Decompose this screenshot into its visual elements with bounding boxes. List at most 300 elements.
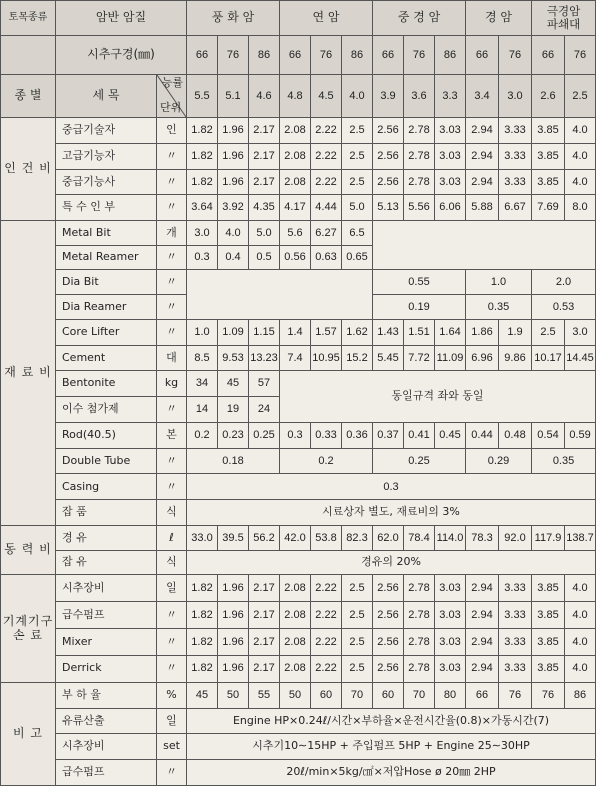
value-cell: 5.0 bbox=[342, 195, 373, 221]
value-cell: 2.94 bbox=[466, 629, 499, 656]
item-bentonite: Bentonite bbox=[56, 371, 157, 397]
value-cell: 2.5 bbox=[532, 319, 565, 345]
value-cell: 0.33 bbox=[311, 422, 342, 448]
value-cell: 1.57 bbox=[311, 319, 342, 345]
drilling-equipment-spec: 시추기10∼15HP + 주입펌프 5HP + Engine 25∼30HP bbox=[187, 734, 596, 760]
efficiency-cell: 4.8 bbox=[280, 75, 311, 118]
value-cell: 2.5 bbox=[342, 655, 373, 682]
diameter-cell: 76 bbox=[218, 36, 249, 75]
value-cell: 78.3 bbox=[466, 525, 499, 550]
item-label-cell: Rod(40.5) bbox=[56, 422, 157, 448]
efficiency-cell: 5.1 bbox=[218, 75, 249, 118]
group-weathered-rock: 풍 화 암 bbox=[187, 1, 280, 36]
table-row bbox=[1, 118, 596, 144]
item-fuel-calc: 유류산출 bbox=[56, 708, 157, 734]
unit-cell: 〃 bbox=[157, 448, 187, 474]
value-cell: 114.0 bbox=[435, 525, 466, 550]
diameter-cell: 86 bbox=[249, 36, 280, 75]
value-cell: 55 bbox=[249, 682, 280, 708]
item-label-cell: 특 수 인 부 bbox=[56, 195, 157, 221]
value-cell: 2.78 bbox=[404, 143, 435, 169]
value-cell: 117.9 bbox=[532, 525, 565, 550]
unit-cell: 〃 bbox=[157, 474, 187, 500]
value-cell: 0.56 bbox=[280, 245, 311, 270]
value-cell: 9.53 bbox=[218, 345, 249, 371]
unit-cell: 인 bbox=[157, 118, 187, 144]
value-cell: 50 bbox=[280, 682, 311, 708]
table-row bbox=[1, 734, 596, 760]
diameter-cell: 66 bbox=[532, 36, 565, 75]
item-drilling-equipment: 시추장비 bbox=[56, 734, 157, 760]
value-cell: 7.4 bbox=[280, 345, 311, 371]
value-cell: 2.17 bbox=[249, 169, 280, 195]
group-soft-rock: 연 암 bbox=[280, 1, 373, 36]
value-cell: 3.03 bbox=[435, 169, 466, 195]
section-remarks: 비 고 bbox=[1, 682, 56, 785]
value-cell: 2.5 bbox=[342, 169, 373, 195]
value-cell: 3.03 bbox=[435, 655, 466, 682]
table-row bbox=[1, 629, 596, 656]
unit-label: 단위 bbox=[160, 101, 182, 115]
efficiency-cell: 5.5 bbox=[187, 75, 218, 118]
value-cell: 14 bbox=[187, 397, 218, 423]
item-label-cell: 시추장비 bbox=[56, 575, 157, 602]
value-cell: 1.82 bbox=[187, 118, 218, 144]
value-cell: 0.37 bbox=[373, 422, 404, 448]
value-cell: 2.5 bbox=[342, 602, 373, 629]
value-cell: 3.03 bbox=[435, 602, 466, 629]
value-cell: 4.35 bbox=[249, 195, 280, 221]
value-cell: 4.17 bbox=[280, 195, 311, 221]
efficiency-cell: 4.6 bbox=[249, 75, 280, 118]
item-label-cell: 고급기능자 bbox=[56, 143, 157, 169]
value-cell: 0.2 bbox=[280, 448, 373, 474]
value-cell: 4.44 bbox=[311, 195, 342, 221]
value-cell: 2.78 bbox=[404, 602, 435, 629]
unit-cell: set bbox=[157, 734, 187, 760]
value-cell: 2.56 bbox=[373, 143, 404, 169]
item-label-cell: 중급기능사 bbox=[56, 169, 157, 195]
value-cell: 5.56 bbox=[404, 195, 435, 221]
value-cell: 2.22 bbox=[311, 655, 342, 682]
unit-cell: 〃 bbox=[157, 760, 187, 786]
item-metal-bit: Metal Bit bbox=[56, 221, 157, 246]
value-cell: 2.17 bbox=[249, 655, 280, 682]
value-cell: 2.5 bbox=[342, 143, 373, 169]
value-cell: 10.17 bbox=[532, 345, 565, 371]
value-cell: 3.03 bbox=[435, 575, 466, 602]
item-label-cell: Mixer bbox=[56, 629, 157, 656]
corner-label: 토목종류 bbox=[1, 1, 56, 36]
value-cell: 1.82 bbox=[187, 169, 218, 195]
value-cell: 1.96 bbox=[218, 655, 249, 682]
value-cell: 0.55 bbox=[373, 270, 466, 295]
value-cell: 1.96 bbox=[218, 169, 249, 195]
value-cell: 62.0 bbox=[373, 525, 404, 550]
value-cell: 3.33 bbox=[499, 655, 532, 682]
item-label: 세 목 bbox=[56, 75, 157, 118]
unit-cell: 개 bbox=[157, 221, 187, 246]
item-label-cell: 경 유 bbox=[56, 525, 157, 550]
value-cell: 2.78 bbox=[404, 118, 435, 144]
group-hard-rock: 경 암 bbox=[466, 1, 532, 36]
unit-cell: 〃 bbox=[157, 397, 187, 423]
value-cell: 0.63 bbox=[311, 245, 342, 270]
unit-cell: kg bbox=[157, 371, 187, 397]
value-cell: 3.85 bbox=[532, 118, 565, 144]
value-cell: 1.82 bbox=[187, 143, 218, 169]
efficiency-unit-diagonal bbox=[157, 75, 187, 118]
value-cell: 11.09 bbox=[435, 345, 466, 371]
unit-cell: 〃 bbox=[157, 143, 187, 169]
table-row bbox=[1, 525, 596, 550]
value-cell: 2.08 bbox=[280, 655, 311, 682]
value-cell: 60 bbox=[311, 682, 342, 708]
diameter-label: 시추구경(㎜) bbox=[56, 36, 187, 75]
value-cell: 0.3 bbox=[280, 422, 311, 448]
diameter-cell: 66 bbox=[466, 36, 499, 75]
value-cell: 1.82 bbox=[187, 602, 218, 629]
value-cell: 1.15 bbox=[249, 319, 280, 345]
value-cell: 53.8 bbox=[311, 525, 342, 550]
table-row bbox=[1, 345, 596, 371]
item-dia-bit: Dia Bit bbox=[56, 270, 157, 295]
unit-cell: 식 bbox=[157, 550, 187, 575]
diameter-cell: 66 bbox=[187, 36, 218, 75]
unit-cell: 대 bbox=[157, 345, 187, 371]
value-cell: 2.08 bbox=[280, 575, 311, 602]
value-cell: 0.53 bbox=[532, 295, 596, 320]
value-cell: 70 bbox=[404, 682, 435, 708]
rock-quality-header: 암반 암질 bbox=[56, 1, 187, 36]
empty-cell bbox=[187, 270, 373, 319]
efficiency-cell: 3.9 bbox=[373, 75, 404, 118]
value-cell: 0.2 bbox=[187, 422, 218, 448]
efficiency-cell: 3.6 bbox=[404, 75, 435, 118]
value-cell: 6.96 bbox=[466, 345, 499, 371]
value-cell: 3.85 bbox=[532, 143, 565, 169]
table-row bbox=[1, 550, 596, 575]
table-row bbox=[1, 195, 596, 221]
value-cell: 3.92 bbox=[218, 195, 249, 221]
value-cell: 33.0 bbox=[187, 525, 218, 550]
value-cell: 1.9 bbox=[499, 319, 532, 345]
value-cell: 2.08 bbox=[280, 169, 311, 195]
value-cell: 50 bbox=[218, 682, 249, 708]
value-cell: 13.23 bbox=[249, 345, 280, 371]
value-cell: 1.0 bbox=[466, 270, 532, 295]
value-cell: 4.0 bbox=[565, 143, 596, 169]
value-cell: 78.4 bbox=[404, 525, 435, 550]
value-cell: 2.5 bbox=[342, 118, 373, 144]
value-cell: 0.25 bbox=[373, 448, 466, 474]
efficiency-cell: 3.3 bbox=[435, 75, 466, 118]
table-row bbox=[1, 270, 596, 295]
value-cell: 0.41 bbox=[404, 422, 435, 448]
table-row bbox=[1, 655, 596, 682]
value-cell: 4.0 bbox=[565, 629, 596, 656]
value-cell: 4.0 bbox=[565, 118, 596, 144]
table-row bbox=[1, 575, 596, 602]
value-cell: 2.22 bbox=[311, 118, 342, 144]
value-cell: 2.78 bbox=[404, 169, 435, 195]
group-extreme-hard-rock: 극경암 파쇄대 bbox=[532, 1, 596, 36]
value-cell: 138.7 bbox=[565, 525, 596, 550]
value-cell: 2.94 bbox=[466, 143, 499, 169]
value-cell: 45 bbox=[218, 371, 249, 397]
value-cell: 9.86 bbox=[499, 345, 532, 371]
efficiency-cell: 4.0 bbox=[342, 75, 373, 118]
water-pump-spec: 20ℓ/min×5kg/㎠×저압Hose ø 20㎜ 2HP bbox=[187, 760, 596, 786]
value-cell: 4.0 bbox=[565, 169, 596, 195]
item-misc-oil: 잡 유 bbox=[56, 550, 157, 575]
value-cell: 1.96 bbox=[218, 575, 249, 602]
value-cell: 2.17 bbox=[249, 602, 280, 629]
value-cell: 0.25 bbox=[249, 422, 280, 448]
value-cell: 6.67 bbox=[499, 195, 532, 221]
efficiency-cell: 3.4 bbox=[466, 75, 499, 118]
misc-goods-note: 시료상자 별도, 재료비의 3% bbox=[187, 500, 596, 526]
value-cell: 2.78 bbox=[404, 629, 435, 656]
value-cell: 3.64 bbox=[187, 195, 218, 221]
section-equipment: 기계기구 손 료 bbox=[1, 575, 56, 682]
value-cell: 34 bbox=[187, 371, 218, 397]
value-cell: 3.33 bbox=[499, 169, 532, 195]
type-label: 종 별 bbox=[1, 75, 56, 118]
value-cell: 2.78 bbox=[404, 655, 435, 682]
value-cell: 1.09 bbox=[218, 319, 249, 345]
value-cell: 1.4 bbox=[280, 319, 311, 345]
value-cell: 8.0 bbox=[565, 195, 596, 221]
same-spec-note: 동일규격 좌와 동일 bbox=[280, 371, 596, 423]
item-metal-reamer: Metal Reamer bbox=[56, 245, 157, 270]
unit-cell: 일 bbox=[157, 575, 187, 602]
section-power: 동 력 비 bbox=[1, 525, 56, 574]
value-cell: 3.33 bbox=[499, 575, 532, 602]
value-cell: 80 bbox=[435, 682, 466, 708]
group-medium-hard-rock: 중 경 암 bbox=[373, 1, 466, 36]
diameter-cell: 66 bbox=[373, 36, 404, 75]
unit-cell: 〃 bbox=[157, 602, 187, 629]
unit-cell: % bbox=[157, 682, 187, 708]
table-row bbox=[1, 474, 596, 500]
value-cell: 2.56 bbox=[373, 118, 404, 144]
table-row bbox=[1, 143, 596, 169]
value-cell: 19 bbox=[218, 397, 249, 423]
value-cell: 2.17 bbox=[249, 575, 280, 602]
table-row bbox=[1, 682, 596, 708]
value-cell: 0.29 bbox=[466, 448, 532, 474]
value-cell: 3.03 bbox=[435, 629, 466, 656]
value-cell: 7.69 bbox=[532, 195, 565, 221]
section-material: 재 료 비 bbox=[1, 221, 56, 526]
value-cell: 2.08 bbox=[280, 629, 311, 656]
value-cell: 1.96 bbox=[218, 118, 249, 144]
value-cell: 2.17 bbox=[249, 118, 280, 144]
value-cell: 6.27 bbox=[311, 221, 342, 246]
table-row bbox=[1, 371, 596, 397]
value-cell: 2.08 bbox=[280, 143, 311, 169]
section-labor: 인 건 비 bbox=[1, 118, 56, 221]
value-cell: 1.0 bbox=[187, 319, 218, 345]
item-label-cell: 중급기술자 bbox=[56, 118, 157, 144]
table-row bbox=[1, 221, 596, 246]
value-cell: 0.23 bbox=[218, 422, 249, 448]
efficiency-label: 능률 bbox=[161, 76, 183, 90]
unit-cell: 〃 bbox=[157, 655, 187, 682]
value-cell: 92.0 bbox=[499, 525, 532, 550]
value-cell: 24 bbox=[249, 397, 280, 423]
value-cell: 1.96 bbox=[218, 629, 249, 656]
value-cell: 42.0 bbox=[280, 525, 311, 550]
value-cell: 2.08 bbox=[280, 118, 311, 144]
value-cell: 2.08 bbox=[280, 602, 311, 629]
value-cell: 0.35 bbox=[532, 448, 596, 474]
table-row bbox=[1, 448, 596, 474]
value-cell: 2.22 bbox=[311, 575, 342, 602]
unit-cell: 〃 bbox=[157, 169, 187, 195]
diameter-cell: 76 bbox=[499, 36, 532, 75]
unit-cell: ℓ bbox=[157, 525, 187, 550]
value-cell: 0.44 bbox=[466, 422, 499, 448]
value-cell: 0.35 bbox=[466, 295, 532, 320]
value-cell: 3.85 bbox=[532, 575, 565, 602]
value-cell: 0.65 bbox=[342, 245, 373, 270]
value-cell: 0.45 bbox=[435, 422, 466, 448]
table-row bbox=[1, 500, 596, 526]
value-cell: 1.96 bbox=[218, 602, 249, 629]
value-cell: 0.3 bbox=[187, 474, 596, 500]
value-cell: 5.45 bbox=[373, 345, 404, 371]
diameter-cell: 66 bbox=[280, 36, 311, 75]
unit-cell: 〃 bbox=[157, 195, 187, 221]
item-double-tube: Double Tube bbox=[56, 448, 157, 474]
value-cell: 1.51 bbox=[404, 319, 435, 345]
value-cell: 4.0 bbox=[565, 602, 596, 629]
value-cell: 66 bbox=[466, 682, 499, 708]
value-cell: 2.22 bbox=[311, 602, 342, 629]
table-row bbox=[1, 708, 596, 734]
value-cell: 4.0 bbox=[565, 655, 596, 682]
value-cell: 45 bbox=[187, 682, 218, 708]
value-cell: 56.2 bbox=[249, 525, 280, 550]
unit-cell: 본 bbox=[157, 422, 187, 448]
item-label-cell: Core Lifter bbox=[56, 319, 157, 345]
table-row bbox=[1, 319, 596, 345]
unit-cell: 〃 bbox=[157, 319, 187, 345]
item-casing: Casing bbox=[56, 474, 157, 500]
diameter-cell: 76 bbox=[404, 36, 435, 75]
value-cell: 3.85 bbox=[532, 602, 565, 629]
item-label-cell: Derrick bbox=[56, 655, 157, 682]
diameter-cell: 86 bbox=[342, 36, 373, 75]
value-cell: 5.0 bbox=[249, 221, 280, 246]
value-cell: 2.94 bbox=[466, 655, 499, 682]
value-cell: 3.85 bbox=[532, 629, 565, 656]
item-misc-goods: 잡 품 bbox=[56, 500, 157, 526]
table-row bbox=[1, 169, 596, 195]
diameter-cell: 76 bbox=[311, 36, 342, 75]
value-cell: 2.22 bbox=[311, 169, 342, 195]
table-row bbox=[1, 422, 596, 448]
unit-cell: 〃 bbox=[157, 245, 187, 270]
item-dia-reamer: Dia Reamer bbox=[56, 295, 157, 320]
value-cell: 2.56 bbox=[373, 629, 404, 656]
value-cell: 7.72 bbox=[404, 345, 435, 371]
value-cell: 39.5 bbox=[218, 525, 249, 550]
value-cell: 3.33 bbox=[499, 629, 532, 656]
value-cell: 2.5 bbox=[342, 629, 373, 656]
value-cell: 2.78 bbox=[404, 575, 435, 602]
value-cell: 70 bbox=[342, 682, 373, 708]
value-cell: 1.62 bbox=[342, 319, 373, 345]
misc-oil-note: 경유의 20% bbox=[187, 550, 596, 575]
value-cell: 76 bbox=[532, 682, 565, 708]
item-mud-additive: 이수 첨가제 bbox=[56, 397, 157, 423]
value-cell: 4.0 bbox=[218, 221, 249, 246]
value-cell: 2.94 bbox=[466, 118, 499, 144]
value-cell: 0.5 bbox=[249, 245, 280, 270]
value-cell: 57 bbox=[249, 371, 280, 397]
value-cell: 2.17 bbox=[249, 143, 280, 169]
value-cell: 2.56 bbox=[373, 602, 404, 629]
value-cell: 8.5 bbox=[187, 345, 218, 371]
value-cell: 14.45 bbox=[565, 345, 596, 371]
efficiency-cell: 3.0 bbox=[499, 75, 532, 118]
value-cell: 86 bbox=[565, 682, 596, 708]
diameter-cell: 76 bbox=[565, 36, 596, 75]
efficiency-cell: 2.6 bbox=[532, 75, 565, 118]
value-cell: 82.3 bbox=[342, 525, 373, 550]
value-cell: 6.5 bbox=[342, 221, 373, 246]
value-cell: 0.59 bbox=[565, 422, 596, 448]
table-row bbox=[1, 760, 596, 786]
value-cell: 0.36 bbox=[342, 422, 373, 448]
diameter-cell: 86 bbox=[435, 36, 466, 75]
value-cell: 0.19 bbox=[373, 295, 466, 320]
unit-cell: 〃 bbox=[157, 629, 187, 656]
value-cell: 2.94 bbox=[466, 169, 499, 195]
value-cell: 2.22 bbox=[311, 143, 342, 169]
value-cell: 1.43 bbox=[373, 319, 404, 345]
value-cell: 76 bbox=[499, 682, 532, 708]
value-cell: 3.03 bbox=[435, 143, 466, 169]
value-cell: 5.13 bbox=[373, 195, 404, 221]
value-cell: 1.82 bbox=[187, 655, 218, 682]
corner-blank bbox=[1, 36, 56, 75]
value-cell: 3.33 bbox=[499, 143, 532, 169]
fuel-calc-formula: Engine HP×0.24ℓ/시간×부하율×운전시간율(0.8)×가동시간(7) bbox=[187, 708, 596, 734]
value-cell: 2.17 bbox=[249, 629, 280, 656]
value-cell: 3.0 bbox=[565, 319, 596, 345]
item-label-cell: 급수펌프 bbox=[56, 602, 157, 629]
value-cell: 3.0 bbox=[187, 221, 218, 246]
unit-cell: 식 bbox=[157, 500, 187, 526]
value-cell: 1.82 bbox=[187, 629, 218, 656]
value-cell: 1.86 bbox=[466, 319, 499, 345]
item-water-pump: 급수펌프 bbox=[56, 760, 157, 786]
value-cell: 2.56 bbox=[373, 575, 404, 602]
value-cell: 3.03 bbox=[435, 118, 466, 144]
efficiency-cell: 2.5 bbox=[565, 75, 596, 118]
value-cell: 5.6 bbox=[280, 221, 311, 246]
table-row bbox=[1, 602, 596, 629]
value-cell: 3.85 bbox=[532, 169, 565, 195]
value-cell: 10.95 bbox=[311, 345, 342, 371]
efficiency-cell: 4.5 bbox=[311, 75, 342, 118]
value-cell: 2.0 bbox=[532, 270, 596, 295]
value-cell: 2.22 bbox=[311, 629, 342, 656]
